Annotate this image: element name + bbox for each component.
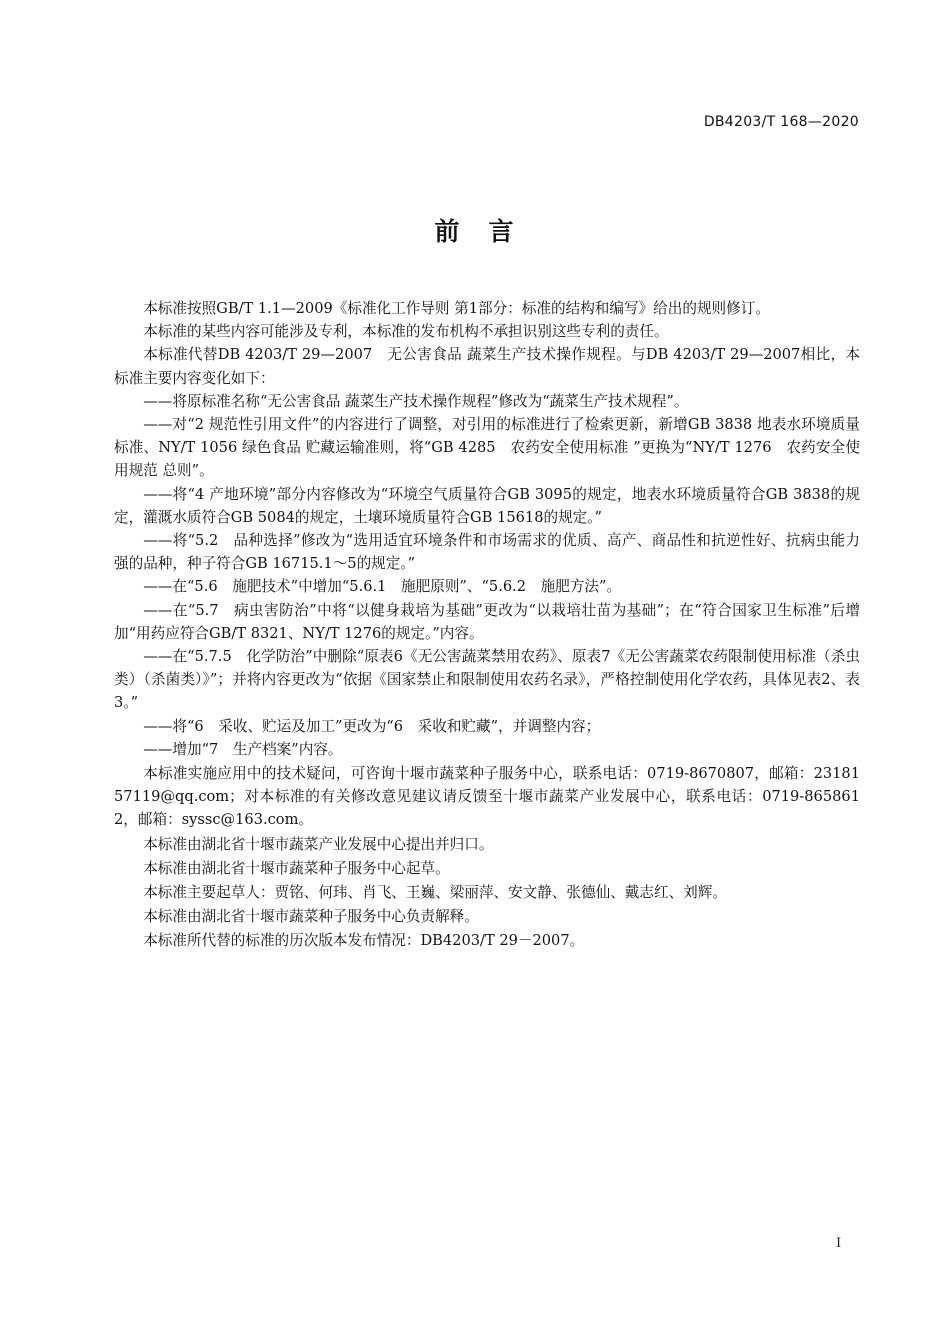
change-item-fertilization: ——在“5.6 施肥技术”中增加“5.6.1 施肥原则”、“5.6.2 施肥方法”。	[143, 578, 622, 596]
paragraph-interpretation: 本标准由湖北省十堰市蔬菜种子服务中心负责解释。	[143, 908, 479, 926]
change-item-environment: ——将“4 产地环境”部分内容修改为“环境空气质量符合GB 3095的规定，地表水环境质量符合GB 3838的规定，灌溉水质符合GB 5084的规定，土壤环境质量符合GB 15618的规定。”	[114, 485, 860, 526]
paragraph-contact: 本标准实施应用中的技术疑问，可咨询十堰市蔬菜种子服务中心，联系电话：0719-8670807，邮箱：2318157119@qq.com；对本标准的有关修改意见建议请反馈至十堰市蔬菜产业发展中心，联系电话：0719-8658612，邮箱：syssc@163.com。	[114, 765, 860, 829]
change-item-pest-control: ——在“5.7 病虫害防治”中将“以健身栽培为基础”更改为“以栽培壮苗为基础”；在“符合国家卫生标准”后增加“用药应符合GB/T 8321、NY/T 1276的规定。”内容。	[114, 601, 860, 642]
change-item-chemical-control: ——在“5.7.5 化学防治”中删除“原表6《无公害蔬菜禁用农药》、原表7《无公害蔬菜农药限制使用标准（杀虫类）（杀菌类）》”；并将内容更改为“依据《国家禁止和限制使用农药名录》，严格控制使用化学农药，具体见表2、表3。”	[114, 648, 860, 712]
paragraph-history: 本标准所代替的标准的历次版本发布情况：DB4203/T 29－2007。	[143, 932, 585, 950]
change-item-title: ——将原标准名称“无公害食品 蔬菜生产技术操作规程”修改为“蔬菜生产技术规程”。	[143, 392, 689, 410]
paragraph-drafter-org: 本标准由湖北省十堰市蔬菜种子服务中心起草。	[143, 859, 450, 877]
change-item-variety: ——将“5.2 品种选择”修改为“选用适宜环境条件和市场需求的优质、高产、商品性和抗逆性好、抗病虫能力强的品种，种子符合GB 16715.1～5的规定。”	[114, 532, 860, 573]
paragraph-revision-basis: 本标准按照GB/T 1.1—2009《标准化工作导则 第1部分：标准的结构和编写》给出的规则修订。	[143, 300, 770, 317]
change-item-harvest: ——将“6 采收、贮运及加工”更改为“6 采收和贮藏”，并调整内容；	[143, 717, 601, 735]
change-item-records: ——增加“7 生产档案”内容。	[143, 740, 343, 758]
change-item-references: ——对“2 规范性引用文件”的内容进行了调整，对引用的标准进行了检索更新，新增GB 3838 地表水环境质量标准、NY/T 1056 绿色食品 贮藏运输准则，将“GB 4285 农药安全使用标准 ”更换为“NY/T 1276 农药安全使用规范 总则”。	[114, 416, 860, 480]
foreword-body	[114, 297, 860, 953]
paragraph-replacement: 本标准代替DB 4203/T 29—2007 无公害食品 蔬菜生产技术操作规程。与DB 4203/T 29—2007相比，本标准主要内容变化如下：	[114, 346, 860, 387]
page-number: I	[836, 1236, 842, 1251]
paragraph-drafters: 本标准主要起草人：贾铭、何玮、肖飞、王巍、梁丽萍、安文静、张德仙、戴志红、刘辉。	[143, 884, 727, 902]
paragraph-patent-notice: 本标准的某些内容可能涉及专利，本标准的发布机构不承担识别这些专利的责任。	[143, 323, 669, 341]
paragraph-proposer: 本标准由湖北省十堰市蔬菜产业发展中心提出并归口。	[143, 835, 494, 853]
standard-code: DB4203/T 168—2020	[703, 114, 859, 130]
page-title: 前 言	[434, 217, 516, 246]
